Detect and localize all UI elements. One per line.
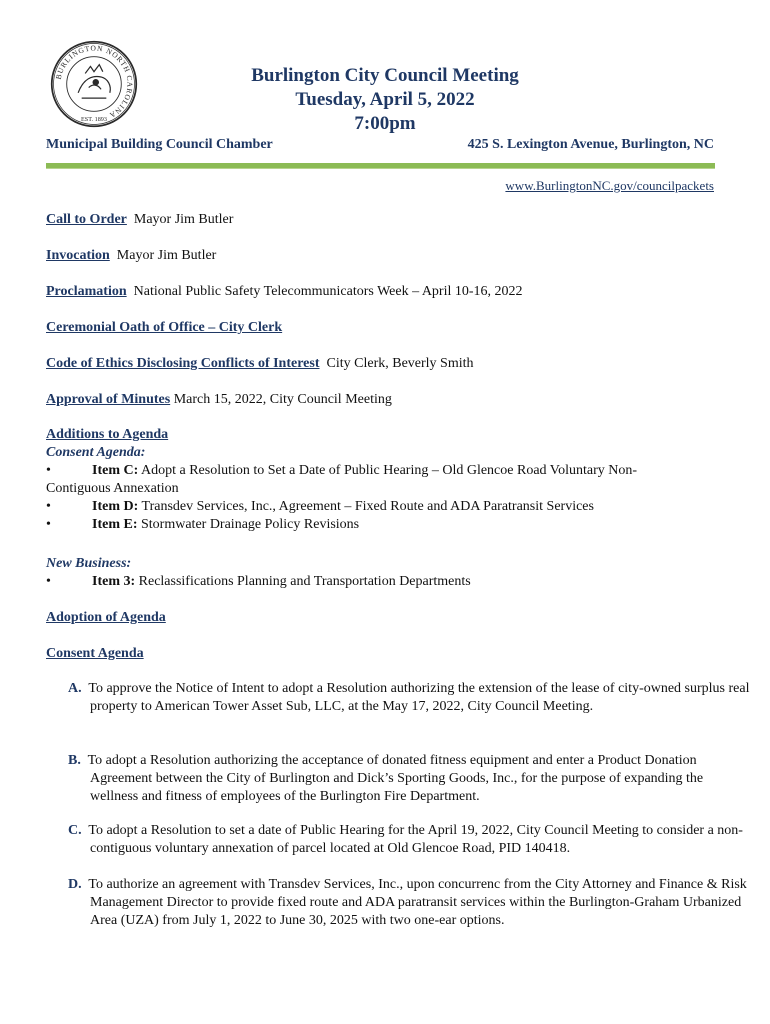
oath-heading: Ceremonial Oath of Office – City Clerk: [46, 320, 283, 335]
ethics-heading: Code of Ethics Disclosing Conflicts of Interest: [46, 356, 320, 371]
item-text: To authorize an agreement with Transdev Services, Inc., upon concurrenc from the City Attorney and Finance & Risk Management Director to provide fixed route and ADA paratransit services within the Burlington-Graham Urbanized Area (UZA) from July 1, 2022 to June 30, 2025 with two one-ear options.: [88, 877, 747, 928]
item-letter: C.: [68, 823, 82, 838]
invocation-text: Mayor Jim Butler: [116, 248, 217, 263]
item-letter: B.: [68, 753, 81, 768]
item-label: Item C:: [92, 463, 139, 478]
bullet-icon: •: [46, 574, 51, 589]
bullet-icon: •: [46, 517, 51, 532]
list-item: [46, 462, 726, 498]
ethics-text: City Clerk, Beverly Smith: [326, 356, 474, 371]
bullet-icon: •: [46, 463, 51, 478]
invocation: [46, 247, 726, 265]
new-business: [46, 555, 726, 591]
consent-item-a: [68, 680, 750, 716]
minutes-heading: Approval of Minutes: [46, 392, 171, 407]
list-item: [46, 516, 726, 534]
item-letter: D.: [68, 877, 82, 892]
header-divider: [46, 163, 715, 168]
bullet-icon: •: [46, 499, 51, 514]
additions-heading: Additions to Agenda: [46, 427, 169, 442]
consent-item-c: [68, 822, 750, 858]
proclamation-text: National Public Safety Telecommunicators Week – April 10-16, 2022: [133, 284, 523, 299]
item-text: To adopt a Resolution to set a date of Public Hearing for the April 19, 2022, City Council Meeting to consider a non-contiguous voluntary annexation of parcel located at Old Glencoe Road, PID 140418.: [88, 823, 743, 856]
proclamation-heading: Proclamation: [46, 284, 127, 299]
call-to-order: [46, 211, 726, 229]
item-text: To approve the Notice of Intent to adopt a Resolution authorizing the extension of the lease of city-owned surplus real property to American Tower Asset Sub, LLC, at the May 17, 2022, City Council Meeting.: [88, 681, 750, 714]
item-text: Stormwater Drainage Policy Revisions: [141, 517, 360, 532]
meeting-address: 425 S. Lexington Avenue, Burlington, NC: [467, 137, 714, 152]
item-text: To adopt a Resolution authorizing the acceptance of donated fitness equipment and enter a Product Donation Agreement between the City of Burlington and Dick’s Sporting Goods, Inc., for the purpose of expanding the wellness and fitness of employees of the Burlington Fire Department.: [87, 753, 704, 804]
code-of-ethics: [46, 355, 726, 373]
svg-text:BURLINGTON NORTH CAROLINA: BURLINGTON NORTH CAROLINA: [53, 43, 135, 121]
new-business-subheading: New Business:: [46, 556, 132, 571]
oath-of-office: [46, 319, 726, 337]
item-text: Transdev Services, Inc., Agreement – Fixed Route and ADA Paratransit Services: [141, 499, 594, 514]
item-text: Adopt a Resolution to Set a Date of Public Hearing – Old Glencoe Road Voluntary Non-: [141, 463, 638, 478]
list-item: [46, 498, 726, 516]
meeting-date: Tuesday, April 5, 2022: [295, 89, 475, 110]
minutes-text: March 15, 2022, City Council Meeting: [173, 392, 392, 407]
call-to-order-text: Mayor Jim Butler: [133, 212, 234, 227]
additions-to-agenda: [46, 426, 726, 534]
svg-text:EST. 1893: EST. 1893: [81, 116, 107, 123]
approval-of-minutes: [46, 391, 726, 409]
consent-item-b: [68, 752, 750, 806]
meeting-title: Burlington City Council Meeting: [251, 65, 519, 86]
call-to-order-heading: Call to Order: [46, 212, 127, 227]
adoption-heading: Adoption of Agenda: [46, 610, 166, 625]
adoption-of-agenda: [46, 609, 726, 627]
meeting-location: Municipal Building Council Chamber: [46, 137, 273, 152]
item-text-continued: Contiguous Annexation: [46, 481, 179, 496]
item-label: Item 3:: [92, 574, 136, 589]
item-label: Item D:: [92, 499, 139, 514]
council-packets-link[interactable]: www.BurlingtonNC.gov/councilpackets: [505, 178, 714, 193]
proclamation: [46, 283, 726, 301]
consent-agenda: [46, 645, 726, 663]
consent-agenda-subheading: Consent Agenda:: [46, 445, 146, 460]
item-label: Item E:: [92, 517, 138, 532]
consent-item-d: [68, 876, 750, 930]
consent-heading: Consent Agenda: [46, 646, 144, 661]
meeting-time: 7:00pm: [354, 113, 416, 134]
list-item: [46, 573, 726, 591]
item-letter: A.: [68, 681, 82, 696]
invocation-heading: Invocation: [46, 248, 110, 263]
item-text: Reclassifications Planning and Transportation Departments: [138, 574, 471, 589]
